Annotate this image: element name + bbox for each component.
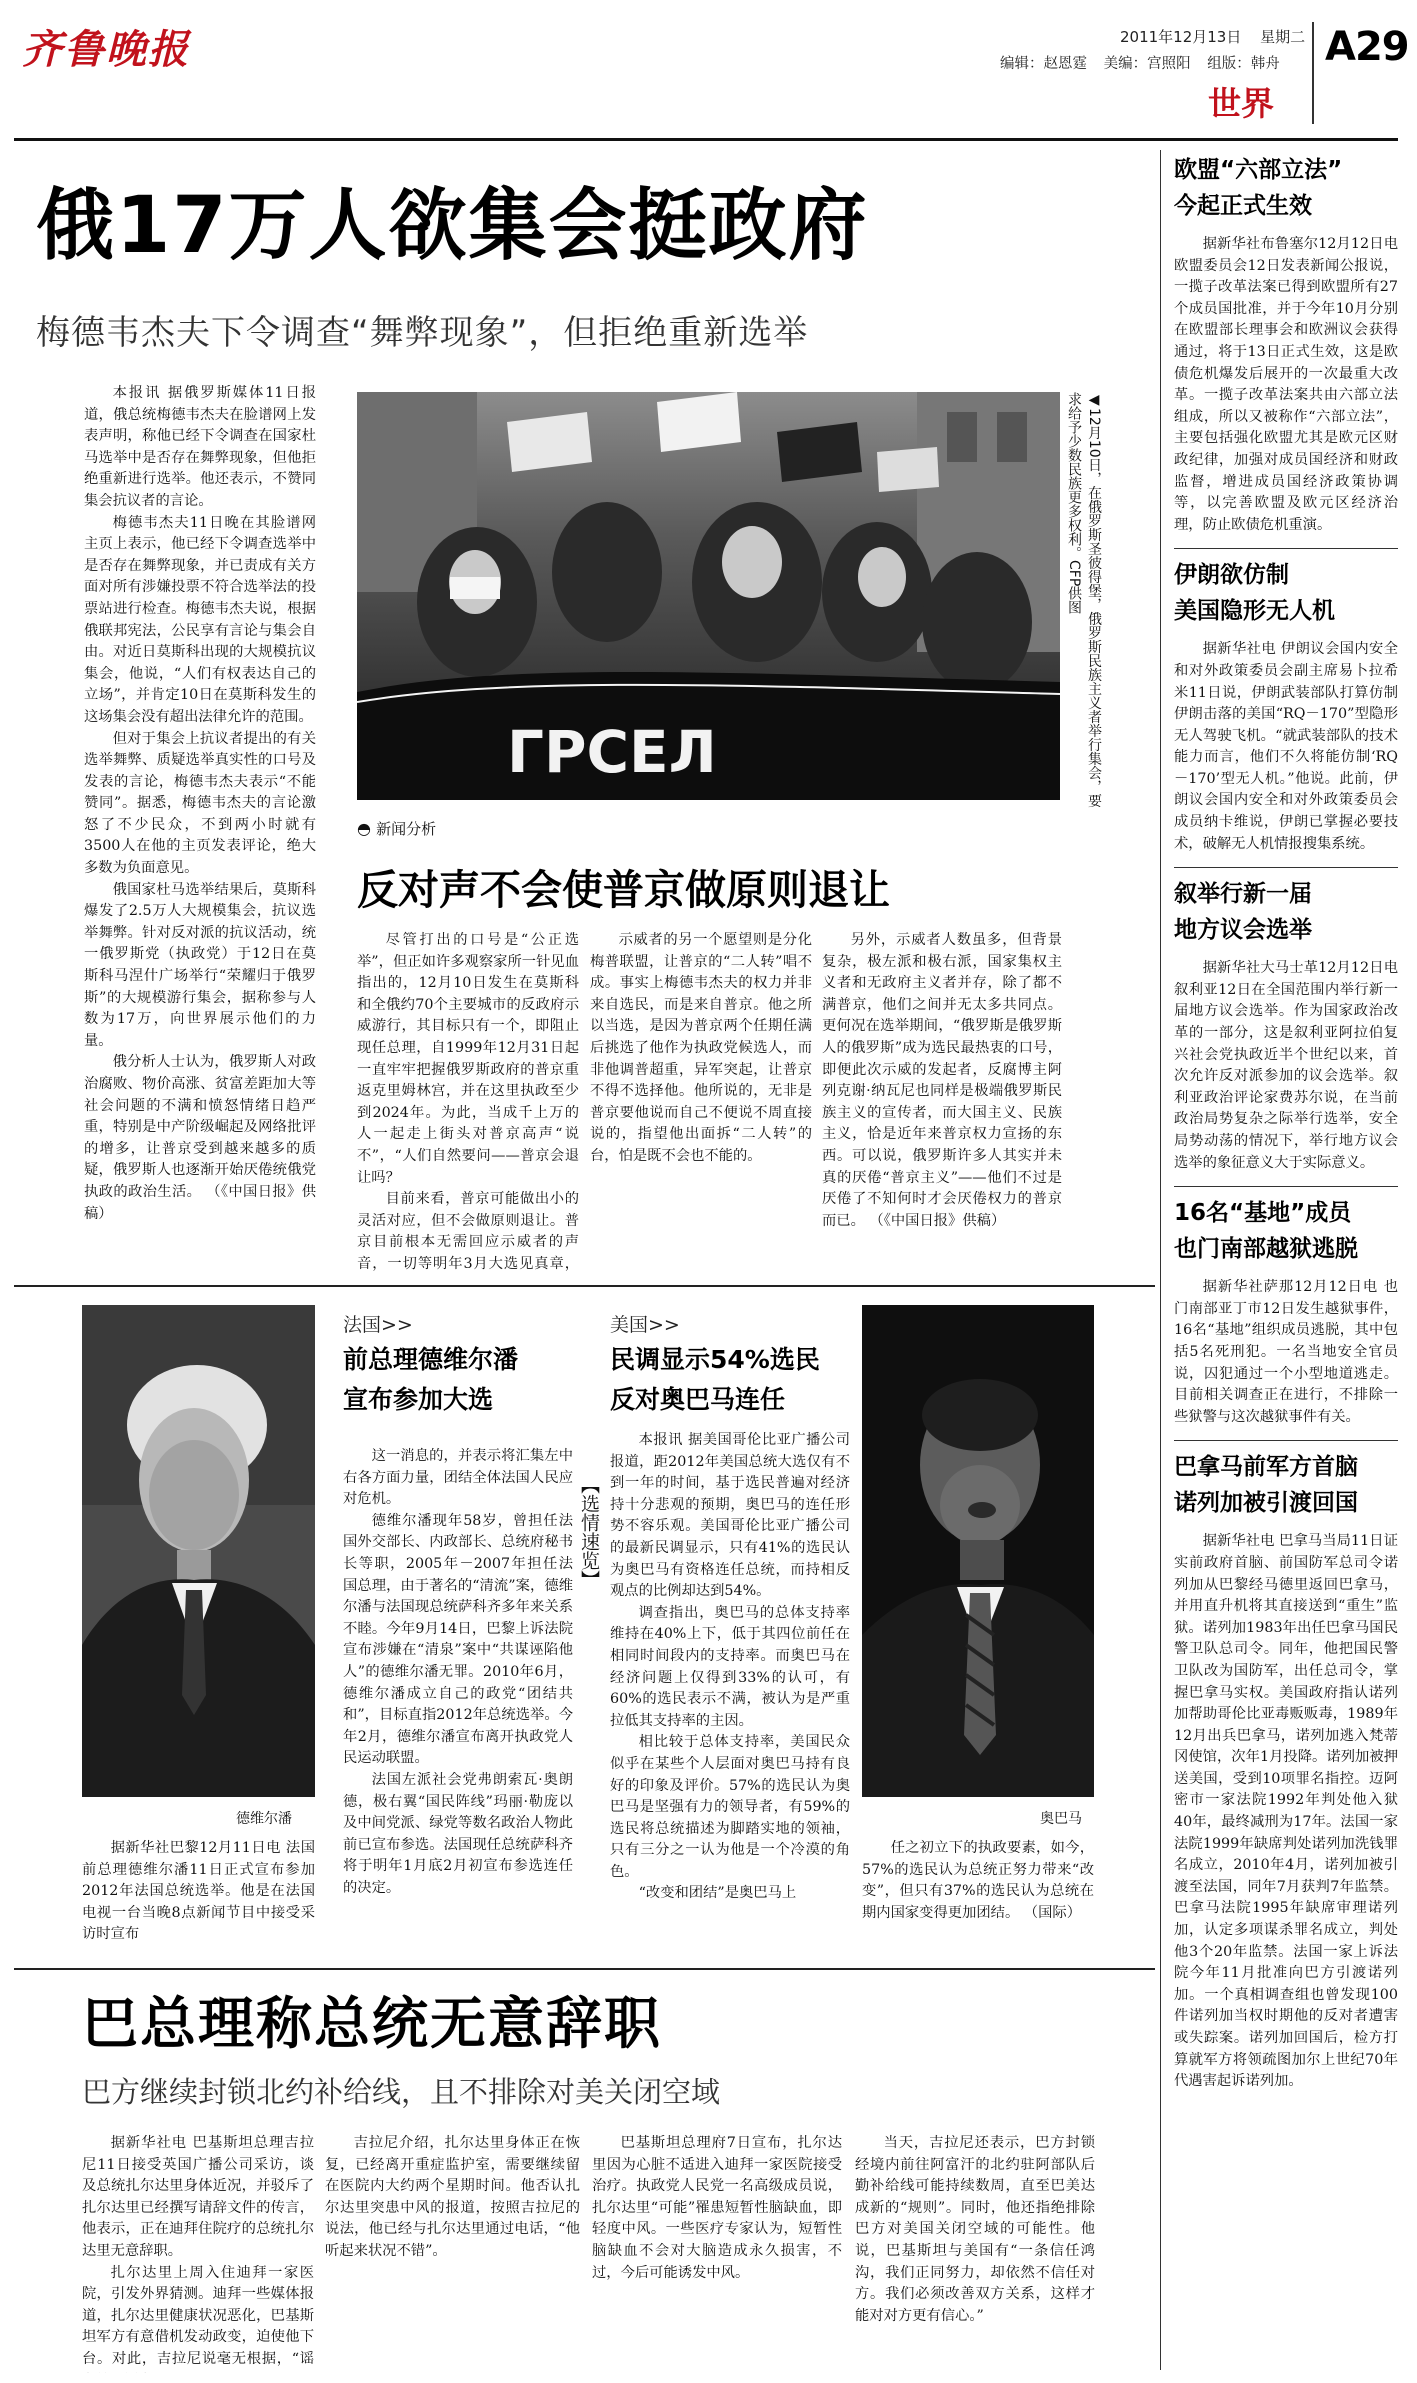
brief-body: 据新华社布鲁塞尔12月12日电 欧盟委员会12日发表新闻公报说，一揽子改革法案已得到欧盟所有27个成员国批准，并于今年10月分别在欧盟部长理事会和欧洲议会获得通过，将于13日正式生效，这是欧债危机爆发后展开的一次最重大改革。一揽子改革法案共由六部立法组成，所以又被称作“六部立法”，主要包括强化欧盟尤其是欧元区财政纪律，加强对成员国经济和财政监督，增进成员国经济政策协调等，以完善欧盟及欧元区经济治理，防止欧债危机重演。 <box>1174 236 1398 533</box>
villepin-caption: 德维尔潘 <box>236 1811 292 1827</box>
analysis-col-2 <box>590 930 812 1275</box>
bottom-paragraph: 当天，吉拉尼还表示，巴方封锁经境内前往阿富汗的北约驻阿部队后勤补给线可能持续数周，直至巴美达成新的“规则”。同时，他还指绝排除巴方对美国关闭空域的可能性。他说，巴基斯坦与美国有“一条信任鸿沟，我们正同努力，却依然不信任对方。我们必须改善双方关系，这样才能对对方更有信心。” <box>855 2135 1095 2324</box>
usa-paragraph: 本报讯 据美国哥伦比亚广播公司报道，距2012年美国总统大选仅有不到一年的时间，基于选民普遍对经济持十分悲观的预期，奥巴马的连任形势不容乐观。美国哥伦比亚广播公司的最新民调显示，只有41%的选民认为奥巴马有资格连任总统，而持相反观点的比例却达到54%。 <box>610 1432 850 1600</box>
obama-caption: 奥巴马 <box>1040 1811 1082 1827</box>
lead-body-column <box>84 383 316 1275</box>
masthead <box>0 0 1417 140</box>
france-body <box>343 1446 573 1958</box>
brief-title: 伊朗欲仿制 美国隐形无人机 <box>1174 562 1335 625</box>
rally-photo <box>357 392 1060 800</box>
page-number: A29 <box>1325 24 1409 70</box>
masthead-vrule <box>1312 22 1314 124</box>
analysis-paragraph: 目前来看，普京可能做出小的灵活对应，但不会做原则退让。普京目前根本无需回应示威者的声音，一切等明年3月大选见真章， <box>357 1191 579 1272</box>
brief-title: 欧盟“六部立法” 今起正式生效 <box>1174 157 1343 219</box>
france-paragraph: 德维尔潘现年58岁，曾担任法国外交部长、内政部长、总统府秘书长等职，2005年－2007年担任法国总理，由于著名的“清流”案，德维尔潘与法国现总统萨科齐多年来关系不睦。今年9月14日，巴黎上诉法院宣布涉嫌在“清泉”案中“共谋诬陷他人”的德维尔潘无罪。2010年6月，德维尔潘成立自己的政党“团结共和”，目标直指2012年总统选举。今年2月，德维尔潘宣布离开执政党人民运动联盟。 <box>343 1512 573 1767</box>
bottom-paragraph: 巴基斯坦总理府7日宣布，扎尔达里因为心脏不适进入迪拜一家医院接受治疗。执政党人民党一名高级成员说，扎尔达里“可能”罹患短暂性脑缺血，即轻度中风。一些医疗专家认为，短暂性脑缺血不会对大脑造成永久损害，不过，今后可能诱发中风。 <box>592 2135 842 2281</box>
france-paragraph: 法国左派社会党弗朗索瓦·奥朗德，极右翼“国民阵线”玛丽·勒庞以及中间党派、绿党等数名政治人物此前已宣布参选。法国现任总统萨科齐将于明年1月底2月初宣布参选连任的决定。 <box>343 1771 573 1896</box>
section-name: 世界 <box>1208 84 1274 123</box>
analysis-label-text: 新闻分析 <box>376 820 437 838</box>
lead-subheadline: 梅德韦杰夫下令调查“舞弊现象”，但拒绝重新选举 <box>36 313 809 353</box>
lead-paragraph: 俄国家杜马选举结果后，莫斯科爆发了2.5万人大规模集会，抗议选举舞弊。针对反对派的抗议活动，统一俄罗斯党（执政党）于12日在莫斯科马涅什广场举行“荣耀归于俄罗斯”的大规模游行集会，据称参与人数为17万，向世界展示他们的力量。 <box>84 881 316 1049</box>
usa-body-right <box>862 1838 1094 1958</box>
analysis-label <box>357 818 436 839</box>
brief-body: 据新华社电 伊朗议会国内安全和对外政策委员会副主席易卜拉希米11日说，伊朗武装部队打算仿制伊朗击落的美国“RQ－170”型隐形无人驾驶飞机。“就武装部队的技术能力而言，他们不久将能仿制‘RQ－170’型无人机。”他说。此前，伊朗议会国内安全和对外政策委员会成员纳卡维说，伊朗已掌握必要技术，破解无人机情报搜集系统。 <box>1174 641 1398 852</box>
villepin-portrait <box>82 1305 315 1797</box>
usa-paragraph: 调查指出，奥巴马的总体支持率维持在40%上下，低于其四位前任在相同时间段内的支持率。而奥巴马在经济问题上仅得到33%的认可，有60%的选民表示不满，被认为是严重拉低其支持率的主因。 <box>610 1604 850 1729</box>
banner-text: ГРСЕЛ <box>507 718 717 786</box>
masthead-editor: 编辑：赵恩霆 <box>1000 56 1087 72</box>
lead-paragraph: 俄分析人士认为，俄罗斯人对政治腐败、物价高涨、贫富差距加大等社会问题的不满和愤怒情绪日趋严重，特别是中产阶级崛起及网络批评的增多，让普京受到越来越多的质疑，俄罗斯人也逐渐开始厌倦统俄党执政的政治生活。 （《中国日报》供稿） <box>84 1054 316 1222</box>
brief-item <box>1174 876 1398 1174</box>
brief-body: 据新华社大马士革12月12日电 叙利亚12日在全国范围内举行新一届地方议会选举。作为国家政治改革的一部分，这是叙利亚阿拉伯复兴社会党执政近半个世纪以来，首次允许反对派参加的议会选举。叙利亚政治评论家费苏尔说，在当前政治局势复杂之际举行选举，安全局势动荡的情况下，举行地方议会选举的象征意义大于实际意义。 <box>1174 960 1398 1171</box>
bottom-subheadline: 巴方继续封锁北约补给线，且不排除对美关闭空域 <box>82 2075 721 2109</box>
analysis-col-1 <box>357 930 579 1275</box>
masthead-weekday: 星期二 <box>1260 28 1306 46</box>
france-paragraph: 据新华社巴黎12月11日电 法国前总理德维尔潘11日正式宣布参加2012年法国总统选举。他是在法国电视一台当晚8点新闻节目中接受采访时宣布 <box>82 1840 315 1943</box>
bottom-headline: 巴总理称总统无意辞职 <box>82 1992 662 2057</box>
brief-title: 巴拿马前军方首脑 诺列加被引渡回国 <box>1174 1454 1358 1517</box>
brief-item <box>1174 1195 1398 1428</box>
paper-logo: 齐鲁晚报 <box>22 26 190 73</box>
brief-title: 叙举行新一届 地方议会选举 <box>1174 881 1312 944</box>
lead-bottom-rule <box>14 1285 1155 1287</box>
analysis-paragraph: 尽管打出的口号是“公正选举”，但正如许多观察家所一针见血指出的，12月10日发生在莫斯科和全俄约70个主要城市的反政府示威游行，其目标只有一个，即阻止现任总理，自1999年12月31日起一直牢牢把握俄罗斯政府的普京重返克里姆林宫，并在这里执政至少到2024年。为此，当成千上万的人一起走上街头对普京高声“说不”，“人们自然要问——普京会退让吗？ <box>357 932 579 1186</box>
bracket-open-icon: ︻ <box>578 1475 600 1494</box>
brief-body: 据新华社电 巴拿马当局11日证实前政府首脑、前国防军总司令诺列加从巴黎经马德里返回巴拿马，并用直升机将其直接送到“重生”监狱。诺列加1983年出任巴拿马国民警卫队总司令。同年，他把国民警卫队改为国防军，出任总司令，掌握巴拿马实权。美国政府指认诺列加帮助哥伦比亚毒贩贩毒，1989年12月出兵巴拿马，诺列加逃入梵蒂冈使馆，次年1月投降。诺列加被押送美国，受到10项罪名指控。迈阿密市一家法院1992年判处他入狱40年，最终减刑为17年。法国一家法院1999年缺席判处诺列加洗钱罪名成立，2010年4月，诺列加被引渡至法国，同年7月获判7年监禁。巴拿马法院1995年缺席审理诺列加，认定多项谋杀罪名成立，判处他3个20年监禁。法国一家上诉法院今年11月批准向巴方引渡诺列加。一个真相调查组也曾发现100件诺列加当权时期他的反对者遭害或失踪案。诺列加回国后，检方打算就军方将领疏图加尔上世纪70年代遇害起诉诺列加。 <box>1174 1533 1398 2090</box>
lead-headline: 俄17万人欲集会挺政府 <box>36 181 869 271</box>
lead-paragraph: 本报讯 据俄罗斯媒体11日报道，俄总统梅德韦杰夫在脸谱网上发表声明，称他已经下令调查在国家杜马选举中是否存在舞弊现象，但他拒绝重新进行选举。他还表示，不赞同集会抗议者的言论。 <box>84 385 316 509</box>
analysis-paragraph: 另外，示威者人数虽多，但背景复杂，极左派和极右派，国家集权主义者和无政府主义者并存，除了都不满普京，他们之间并无太多共同点。更何况在选举期间，“俄罗斯是俄罗斯人的俄罗斯”成为选民最热衷的口号，即便此次示威的发起者，反腐博主阿列克谢·纳瓦尼也同样是极端俄罗斯民族主义的宣传者，而大国主义、民族主义，恰是近年来普京权力宣扬的东西。可以说，俄罗斯许多人其实并未真的厌倦“普京主义”——他们不过是厌倦了不知何时才会厌倦权力的普京而已。 （《中国日报》供稿） <box>822 932 1062 1229</box>
brief-item <box>1174 557 1398 855</box>
usa-headline: 民调显示54%选民 反对奥巴马连任 <box>610 1345 820 1414</box>
bottom-col-2 <box>325 2133 580 2373</box>
france-body-left <box>82 1838 315 1958</box>
lead-paragraph: 梅德韦杰夫11日晚在其脸谱网主页上表示，他已经下令调查选举中是否存在舞弊现象，并已责成有关方面对所有涉嫌投票不符合选举法的投票站进行检查。梅德韦杰夫说，根据俄联邦宪法，公民享有言论与集会自由。对近日莫斯科出现的大规模抗议集会，他说，“人们有权表达自己的立场”，并肯定10日在莫斯科发生的这场集会没有超出法律允许的范围。 <box>84 514 316 725</box>
obama-photo <box>862 1305 1094 1797</box>
brief-title: 16名“基地”成员 也门南部越狱逃脱 <box>1174 1200 1358 1263</box>
sidebar-vrule <box>1160 150 1161 2370</box>
brief-item <box>1174 1449 1398 2092</box>
usa-tag: 美国>> <box>610 1314 680 1336</box>
brief-body: 据新华社萨那12月12日电 也门南部亚丁市12日发生越狱事件，16名“基地”组织成员逃脱，其中包括5名死刑犯。一名当地安全官员说，囚犯通过一个小型地道逃走。目前相关调查正在进行，不排除一些狱警与这次越狱事件有关。 <box>1174 1279 1398 1425</box>
villepin-photo <box>82 1305 315 1797</box>
selected-label: ︻选情速览︼ <box>578 1475 600 1589</box>
bottom-paragraph: 据新华社电 巴基斯坦总理吉拉尼11日接受英国广播公司采访，谈及总统扎尔达里身体近况，并驳斥了扎尔达里已经撰写请辞文件的传言，他表示，正在迪拜住院疗的总统扎尔达里无意辞职。 <box>82 2135 314 2259</box>
masthead-proof: 组版：韩舟 <box>1207 56 1280 72</box>
usa-paragraph: 任之初立下的执政要素，如今，57%的选民认为总统正努力带来“改变”，但只有37%的选民认为总统在期内国家变得更加团结。 （国际） <box>862 1840 1094 1921</box>
usa-paragraph: 相比较于总体支持率，美国民众似乎在某些个人层面对奥巴马持有良好的印象及评价。57%的选民认为奥巴马是坚强有力的领导者，有59%的选民将总统描述为脚踏实地的领袖，只有三分之一认为他是一个冷漠的角色。 <box>610 1734 850 1880</box>
bottom-col-1 <box>82 2133 314 2373</box>
france-headline: 前总理德维尔潘 宣布参加大选 <box>343 1345 519 1414</box>
masthead-rule <box>14 138 1398 141</box>
masthead-date: 2011年12月13日 <box>1120 28 1242 46</box>
bottom-paragraph: 扎尔达里上周入住迪拜一家医院，引发外界猜测。迪拜一些媒体报道，扎尔达里健康状况恶化，巴基斯坦军方有意借机发动政变，迫使他下台。对此，吉拉尼说毫无根据，“谣 <box>82 2264 314 2367</box>
bottom-col-4 <box>855 2133 1095 2373</box>
bracket-close-icon: ︼ <box>578 1570 600 1589</box>
france-paragraph: 这一消息的，并表示将汇集左中右各方面力量，团结全体法国人民应对危机。 <box>343 1448 573 1508</box>
selected-label-box <box>575 1475 603 1625</box>
analysis-headline: 反对声不会使普京做原则退让 <box>357 866 890 914</box>
mid-bottom-rule <box>14 1968 1155 1970</box>
france-tag: 法国>> <box>343 1314 413 1336</box>
obama-portrait <box>862 1305 1094 1797</box>
brief-item <box>1174 152 1398 536</box>
usa-paragraph: “改变和团结”是奥巴马上 <box>638 1885 797 1902</box>
analysis-col-3 <box>822 930 1062 1275</box>
rally-photo-caption: ◀12月10日，在俄罗斯圣彼得堡，俄罗斯民族主义者举行集会，要求给予少数民族更多权利。CFP供图 <box>1066 392 1102 808</box>
masthead-date-line <box>1120 26 1305 47</box>
usa-body <box>610 1430 850 1958</box>
sidebar-briefs <box>1174 148 1398 2373</box>
rally-photo-graphic <box>357 392 1060 800</box>
bottom-paragraph: 吉拉尼介绍，扎尔达里身体正在恢复，已经离开重症监护室，需要继续留在医院内大约两个星期时间。他否认扎尔达里突患中风的报道，按照吉拉尼的说法，他已经与扎尔达里通过电话，“他听起来状况不错”。 <box>325 2135 580 2259</box>
masthead-designer: 美编：宫照阳 <box>1103 56 1191 72</box>
analysis-bullet-icon: ◓ <box>357 819 371 838</box>
analysis-paragraph: 示威者的另一个愿望则是分化梅普联盟，让普京的“二人转”唱不成。事实上梅德韦杰夫的权力并非来自选民，而是来自普京。他之所以当选，是因为普京两个任期任满后挑选了他作为执政党候选人，而非他调普超重，异军突起，让普京不得不选择他。他所说的，无非是普京要他说而自己不便说不周直接说的，指望他出面拆“二人转”的台，怕是既不会也不能的。 <box>590 932 812 1164</box>
bottom-col-3 <box>592 2133 842 2373</box>
masthead-staff-line <box>1000 52 1280 73</box>
lead-paragraph: 但对于集会上抗议者提出的有关选举舞弊、质疑选举真实性的口号及发表的言论，梅德韦杰夫表示“不能赞同”。据悉，梅德韦杰夫的言论激怒了不少民众，不到两小时就有3500人在他的主页发表评论，绝大多数为负面意见。 <box>84 730 316 877</box>
